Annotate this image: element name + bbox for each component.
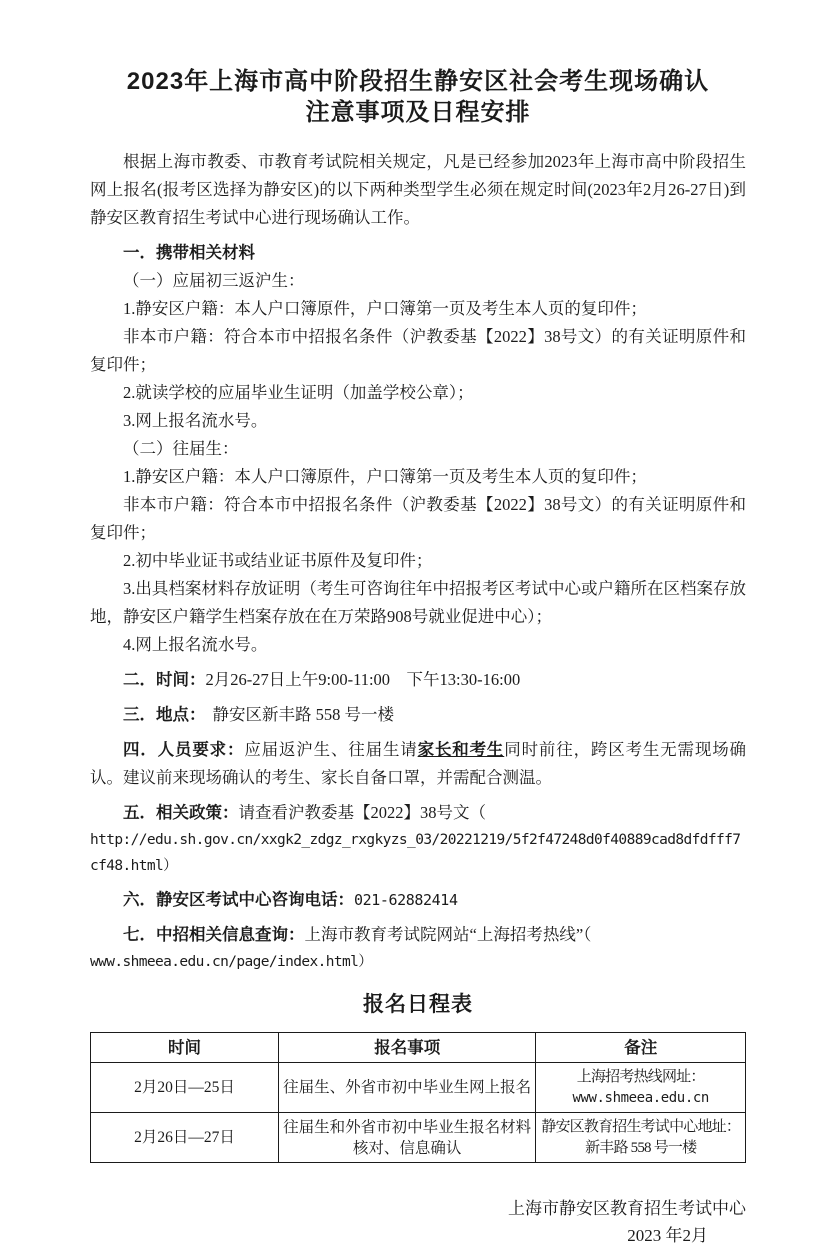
schedule-table-title: 报名日程表: [363, 993, 473, 1016]
signature-date: 2023 年2月: [627, 1226, 708, 1245]
note-line: 静安区教育招生考试中心地址：: [541, 1118, 741, 1135]
material-item: 1.静安区户籍：本人户口簿原件，户口簿第一页及考生本人页的复印件；: [123, 299, 647, 318]
schedule-cell-time: 2月20日—25日: [91, 1063, 279, 1113]
policy-label: 五．相关政策：: [123, 804, 239, 822]
location-value: 静安区新丰路 558 号一楼: [212, 705, 394, 724]
info-label: 七．中招相关信息查询：: [123, 926, 305, 944]
material-item: 2.就读学校的应届毕业生证明（加盖学校公章）；: [123, 383, 474, 402]
time-label: 二．时间：: [123, 671, 206, 689]
material-item: 4.网上报名流水号。: [123, 635, 268, 654]
section-policy: [90, 799, 746, 827]
note-line: 新丰路 558 号一楼: [585, 1139, 697, 1156]
signature-block: [90, 1195, 746, 1249]
group1-title: （一）应届初三返沪生：: [123, 271, 305, 290]
schedule-cell-item: 往届生和外省市初中毕业生报名材料核对、信息确认: [278, 1113, 535, 1163]
material-item: 3.出具档案材料存放证明（考生可咨询往年中招报考区考试中心或户籍所在区档案存放地，静安区户籍学生档案存放在在万荣路908号就业促进中心）；: [90, 579, 746, 626]
document-title: [90, 66, 746, 128]
schedule-row: [91, 1113, 746, 1163]
policy-value: 请查看沪教委基【2022】38号文（: [238, 803, 486, 822]
section-time: [90, 666, 746, 694]
section-personnel: [90, 736, 746, 792]
section-location: [90, 701, 746, 729]
schedule-header-time: 时间: [91, 1033, 279, 1063]
personnel-label: 四．人员要求：: [123, 741, 245, 759]
time-value: 2月26-27日上午9:00-11:00 下午13:30-16:00: [205, 670, 521, 689]
personnel-text-pre: 应届返沪生、往届生请: [244, 740, 418, 759]
schedule-cell-note: [536, 1113, 746, 1163]
section-phone: [90, 886, 746, 914]
schedule-table: [90, 1032, 746, 1163]
policy-url: http://edu.sh.gov.cn/xxgk2_zdgz_rxgkyzs_03/20221219/5f2f47248d0f40889cad8dfdfff7cf48.html）: [90, 832, 741, 874]
material-item: 非本市户籍：符合本市中招报名条件（沪教委基【2022】38号文）的有关证明原件和复印件；: [90, 495, 746, 542]
info-value: 上海市教育考试院网站“上海招考热线”（: [304, 925, 592, 944]
section-info: [90, 921, 746, 949]
intro-paragraph: 根据上海市教委、市教育考试院相关规定，凡是已经参加2023年上海市高中阶段招生网上报名(报考区选择为静安区)的以下两种类型学生必须在规定时间(2023年2月26-27日)到静安区教育招生考试中心进行现场确认工作。: [90, 152, 746, 227]
personnel-emphasis: 家长和考生: [417, 741, 505, 759]
phone-value: 021-62882414: [354, 891, 458, 909]
material-item: 1.静安区户籍：本人户口簿原件，户口簿第一页及考生本人页的复印件；: [123, 467, 647, 486]
signature-org: 上海市静安区教育招生考试中心: [508, 1199, 746, 1218]
material-item: 3.网上报名流水号。: [123, 411, 268, 430]
schedule-row: [91, 1063, 746, 1113]
note-url: www.shmeea.edu.cn: [572, 1089, 709, 1106]
document-title-line1: 2023年上海市高中阶段招生静安区社会考生现场确认: [126, 68, 710, 95]
schedule-header-item: 报名事项: [278, 1033, 535, 1063]
document-title-line2: 注意事项及日程安排: [305, 99, 531, 126]
location-label: 三．地点：: [123, 706, 206, 724]
phone-label: 六．静安区考试中心咨询电话：: [123, 891, 354, 909]
schedule-cell-note: [536, 1063, 746, 1113]
materials-heading: 一．携带相关材料: [123, 244, 255, 262]
schedule-cell-time: 2月26日—27日: [91, 1113, 279, 1163]
group2-title: （二）往届生：: [123, 439, 239, 458]
material-item: 非本市户籍：符合本市中招报名条件（沪教委基【2022】38号文）的有关证明原件和复印件；: [90, 327, 746, 374]
schedule-cell-item: 往届生、外省市初中毕业生网上报名: [278, 1063, 535, 1113]
schedule-header-note: 备注: [536, 1033, 746, 1063]
info-url: www.shmeea.edu.cn/page/index.html）: [90, 954, 373, 970]
material-item: 2.初中毕业证书或结业证书原件及复印件；: [123, 551, 433, 570]
schedule-header-row: [91, 1033, 746, 1063]
note-line: 上海招考热线网址：: [576, 1068, 705, 1085]
personnel-text-post: 同时前往，跨区考生无需现场确认。建议前来现场确认的考生、家长自备口罩，并需配合测温。: [90, 740, 747, 787]
